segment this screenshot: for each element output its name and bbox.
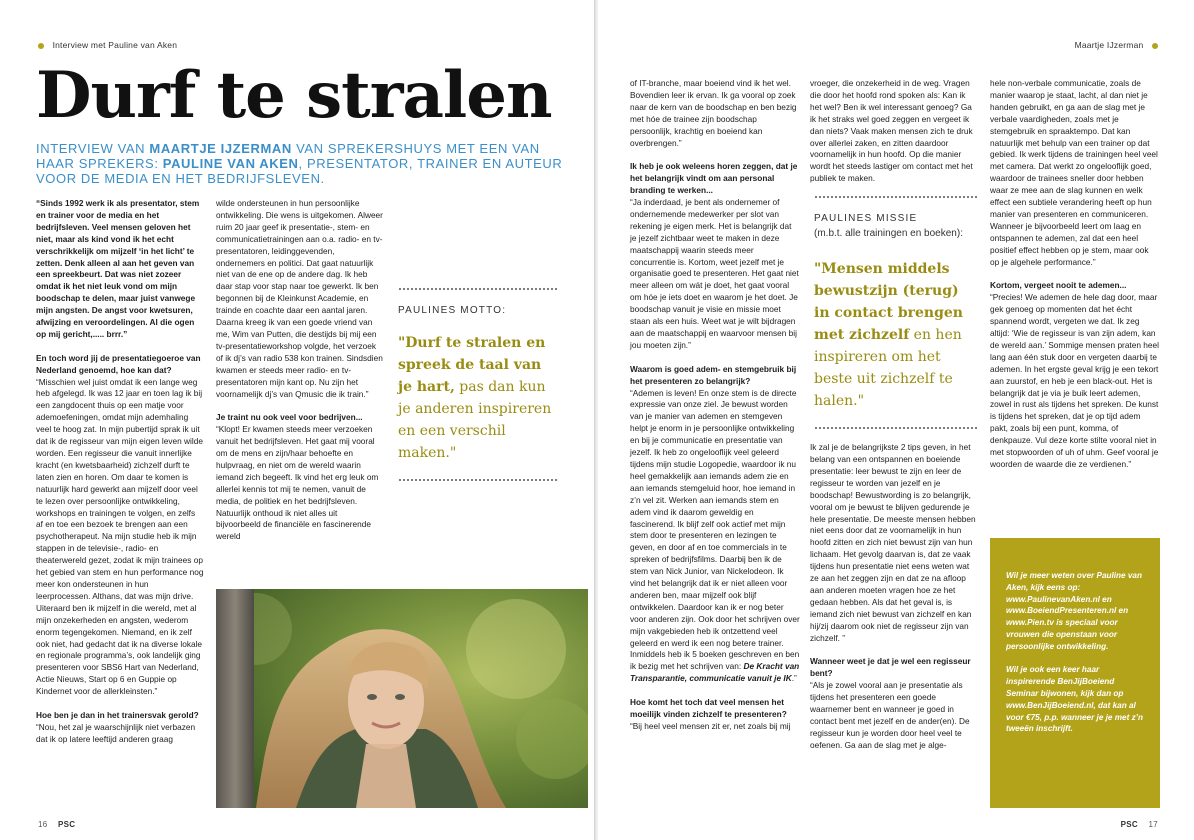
answer: “Nou, het zal je waarschijnlijk niet verbazen dat ik op latere leeftijd anderen graag — [36, 721, 196, 744]
page-title: Durf te stralen — [36, 58, 552, 133]
magazine-name: PSC — [1120, 820, 1138, 829]
question: En toch word jij de presentatiegoeroe van Nederland genoemd, hoe kan dat? — [36, 352, 201, 375]
answer: “Klopt! Er kwamen steeds meer verzoeken vanuit het bedrijfsleven. Het gaat mij vooral om de mens en zijn/haar behoefte en hulpvraag, en niet om de wereld waarin iemand zich begeeft. Ik vind het erg leuk om allerlei kennis tot mij te nemen, vanuit de media, de politiek en het bedrijfsleven. Natuurlijk onthoud ik niet alles uit bijvoorbeeld de financiële en fascinerende wereld — [216, 424, 379, 542]
motto-quote-rest: pas dan kun je anderen inspireren en een verschil maken." — [398, 379, 552, 461]
right-column-2 — [810, 78, 978, 752]
answer: vroeger, die onzekerheid in de weg. Vragen die door het hoofd rond spoken als: Kan ik het wel? Ben ik wel interessant genoeg? Ga ik het straks wel goed zeggen en vergeet ik dan niets? Vaak maken mensen zich te druk over allerlei zaken, en zitten daardoor voornamelijk in hun hoofd. Op die manier wordt het steeds lastiger om contact met het publiek te maken. — [810, 78, 973, 184]
question: Je traint nu ook veel voor bedrijven... — [216, 412, 363, 423]
left-header — [38, 40, 177, 50]
lead-paragraph: “Sinds 1992 werk ik als presentator, stem en trainer voor de media en het bedrijfsleven. Veel mensen geloven het niet, maar als kind vond ik het echt verschrikkelijk om mijzelf ‘in het licht’ te zetten. Denk alleen al aan het geven van een spreekbeurt. Dat was niet zozeer omdat ik het niet leuk vond om mijn boodschap te delen, maar juist vanwege mijn angsten. De angst voor kwetsuren, afwijzing en veroordelingen. Al die ogen op mij gericht,..... brrr.” — [36, 198, 200, 339]
left-footer — [38, 820, 75, 829]
mission-box — [810, 195, 978, 432]
left-page — [0, 0, 596, 840]
info-box — [990, 538, 1160, 808]
intro-subject: PAULINE VAN AKEN — [162, 156, 299, 171]
intro-text: INTERVIEW VAN — [36, 141, 150, 156]
answer — [630, 388, 800, 686]
motto-quote-bold: "Durf te stralen en spreek de taal van je hart, — [398, 335, 546, 395]
motto-quote — [398, 332, 558, 464]
divider — [814, 195, 978, 201]
mission-heading: PAULINES MISSIE — [814, 213, 918, 225]
question: Kortom, vergeet nooit te ademen... — [990, 280, 1127, 291]
right-footer — [1121, 820, 1158, 829]
right-column-3 — [990, 78, 1160, 471]
motto-heading: PAULINES MOTTO: — [398, 305, 507, 316]
question: Wanneer weet je dat je wel een regisseur bent? — [810, 656, 971, 679]
book-title: De Kracht van Transparantie, communicatie vanuit je IK — [630, 661, 800, 684]
mission-quote-bold: "Mensen middels bewustzijn (terug) in contact brengen met zichzelf — [814, 261, 963, 344]
right-header — [1075, 40, 1158, 50]
answer: hele non-verbale communicatie, zoals de manier waarop je staat, lacht, al dan niet je handen gebruikt, en ga aan de slag met je verbale vaardigheden, zoals met je stemgebruik en spraaktempo. Dat kan natuurlijk met behulp van een trainer op dat gebied. Ik werk tijdens de trainingen heel veel met camera. Dat werkt zo ongelooflijk goed, waardoor de trainees sneller door hebben waar ze mee aan de slag kunnen en welk effect een subtiele verandering heeft op hun manier van presenteren en communiceren. Wanneer je bijvoorbeeld leert om laag en ontspannen te ademen, zal dat een heel positief effect hebben op je stem, maar ook op je algehele performance.” — [990, 78, 1158, 267]
answer: “Precies! We ademen de hele dag door, maar gek genoeg op momenten dat het écht spannend wordt, vergeten we dat. Ik zeg altijd: ‘Wie de regisseur is van zijn adem, kan de wereld aan.’ Sommige mensen praten heel lang aan één stuk door en vergeten daarbij te ademen. In het ergste geval krijg je een tekort aan zuurstof, en heb je een black-out. Het is belangrijk dat je via je buik leert ademen, zowel in rust als tijdens het spreken. De kunst is tijdens het spreken, dat je op tijd adem pakt, zoals bij een punt, komma, of denkpauze. Vul deze korte stilte vooral niet in met stopwoorden of uh of uhm. Geef vooral je woorden de waarde die ze verdienen.” — [990, 292, 1159, 469]
answer: wilde ondersteunen in hun persoonlijke ontwikkeling. Die wens is uitgekomen. Alweer ruim 20 jaar geef ik presentatie-, stem- en communicatietrainingen aan o.a. radio- en tv- presentatoren, leidinggevenden, ondernemers en politici. Dat gaat natuurlijk niet van de ene op de andere dag. Ik heb daar stap voor stap naar toe gewerkt. Ik ben begonnen bij de Kleinkunst Academie, en trainde en coachte daar een aantal jaren. Daarna kreeg ik van een goede vriend van me, Wim van Putten, die destijds bij mij een tv-presentatieworkshop volgde, het verzoek of ik dj’s van radio 538 kon trainen. Sindsdien kwamen er steeds meer radio- en tv-presentatoren mijn kant op. Nu zijn het voornamelijk dj’s van Qmusic die ik train.” — [216, 198, 383, 399]
divider — [398, 287, 558, 293]
intro-text: , PRESENTATOR, TRAINER EN AUTEUR VOOR DE MEDIA EN HET BEDRIJFSLEVEN. — [36, 156, 563, 186]
left-column-1 — [36, 198, 204, 746]
mission-quote-rest: en hen inspireren om het beste uit zichzelf te halen." — [814, 327, 962, 410]
answer-text: “Ademen is leven! En onze stem is de directe expressie van onze ziel. Je bewust worden van je manier van ademen en stemgeven helpt je enorm in je persoonlijke ontwikkeling en bij je communicatie en presentatie van jezelf. Ik heb zo ongelooflijk veel geleerd tijdens mijn studie Logopedie, waardoor ik nu heel gemakkelijk aan iemands adem zie en aan iemands stemgeluid hoor, hoe iemand in z’n vel zit. Werken aan iemands stem en adem vind ik daarom geweldig en fascinerend. Ik blijf zelf ook actief met mijn stem door te presenteren en lezingen te geven, en door af en toe commercials in te spreken of bedrijfsfilms. Daarbij ben ik de stem van Nick Junior, van Nickelodeon. Ik vind het belangrijk dat ik er niet alleen voor anderen ben, maar mijzelf ook blijf ontwikkelen. Daardoor kan ik er nog beter voor anderen zijn. Ook door het schrijven over mijn vakgebieden heb ik ontzettend veel geleerd en werd ik een nog betere trainer. Inmiddels heb ik 5 boeken geschreven en ben ik bezig met het schrijven van: — [630, 387, 800, 672]
divider — [398, 478, 558, 484]
answer: of IT-branche, maar boeiend vind ik het wel. Bovendien leer ik ervan. Ik ga vooral op zoek naar de kern van de boodschap en ben bezig met hóe de trainee zijn boodschap persoonlijk, krachtig en boeiend kan overbrengen.” — [630, 78, 797, 148]
page-number: 16 — [38, 820, 48, 829]
info-link[interactable]: www.BoeiendPresenteren.nl en — [1006, 606, 1129, 616]
dot-icon — [1152, 43, 1158, 49]
left-column-2 — [216, 198, 384, 543]
answer: Ik zal je de belangrijkste 2 tips geven, in het belang van een ontspannen en boeiende presentatie: leer bewust te zijn en leer de regisseur te worden van jezelf en je boodschap! Bewustwording is zo belangrijk, vooral om je bewust te blijven gedurende je hele presentatie. De meeste mensen hebben niet eens door dat ze voornamelijk in hun hoofd zitten en zich niet bewust zijn van hun lichaam. Het gevolg daarvan is, dat ze vaak tijdens hun presentatie niet eens weten wat ze aan het zeggen zijn en dat ze na afloop aan anderen moeten vragen hoe ze het gedaan hebben. Als dat het geval is, is iemand zich niet bewust van zichzelf en kan hij/zij daarom ook niet de regisseur zijn van zichzelf. ” — [810, 442, 976, 643]
info-text: Wil je meer weten over Pauline van Aken, kijk eens op: — [1006, 571, 1142, 592]
dot-icon — [38, 43, 44, 49]
right-column-1 — [630, 78, 800, 733]
question: Hoe komt het toch dat veel mensen het moeilijk vinden zichzelf te presenteren? — [630, 697, 787, 719]
intro — [36, 141, 576, 186]
info-text: Wil je ook een keer haar inspirerende BenJijBoeiend Seminar bijwonen, kijk dan op www.BenJijBoeiend.nl, dat kan al voor €75, p.p. wanneer je je met z’n tweeën inschrijft. — [1006, 665, 1143, 734]
divider — [814, 426, 978, 432]
answer: “Als je zowel vooral aan je presentatie als tijdens het presenteren een goede waarnemer bent en wanneer je goed in contact bent met jezelf en de ander(en). De regisseur kun je worden door heel veel te oefenen. Ga aan de slag met je alge- — [810, 680, 970, 750]
answer: “Bij heel veel mensen zit er, net zoals bij mij — [630, 720, 791, 731]
answer-text: .” — [791, 673, 797, 684]
page-number: 17 — [1148, 820, 1158, 829]
info-text: www.Pien.tv is speciaal voor vrouwen die openstaan voor persoonlijke ontwikkeling. — [1006, 618, 1118, 651]
mission-quote — [814, 258, 978, 412]
mission-subheading: (m.b.t. alle trainingen en boeken): — [814, 228, 963, 240]
answer: “Ja inderdaad, je bent als ondernemer of ondernemende medewerker per slot van rekening je eigen merk. Het is belangrijk dat je jezelf zichtbaar weet te maken in deze maatschappij waarin steeds meer concurrentie is. Kortom, weet jezelf met je organisatie goed te presenteren. Het gaat niet meer alleen om wát je doet, het gaat vooral om hóe je iets doet en waarom je het doet. Je boodschap vanuit je visie en missie moet staan als een huis. Weet wat je wilt bijdragen aan de maatschappij en waarvoor mensen bij jou moeten zijn.” — [630, 197, 799, 350]
magazine-name: PSC — [58, 820, 76, 829]
info-link[interactable]: www.PaulinevanAken.nl en — [1006, 594, 1112, 604]
question: Ik heb je ook weleens horen zeggen, dat je het belangrijk vindt om aan personal branding te werken... — [630, 161, 798, 196]
answer: “Misschien wel juist omdat ik een lange weg heb afgelegd. Ik was 12 jaar en toen lag ik bij een zangdocent thuis op een matje voor ademoefeningen, omdat mijn ademhaling veel te hoog zat. In mijn pubertijd sprak ik uit dat ik de regisseur van mijn eigen leven wilde worden. Een regisseur die vanuit innerlijke kracht (en kwetsbaarheid) zichzelf durft te laten zien en horen. Om daar te komen is natuurlijk hard gewerkt aan mijzelf door veel te lezen over persoonlijke ontwikkeling, workshops en trainingen te volgen, en zelfs af en toe een bezoek te brengen aan een psychotherapeut. Na mijn studie heb ik mijn stappen in de televisie-, radio- en theaterwereld gezet, zodat ik mijn trainees op het gebied van stem en hun performance nog meer kon ondersteunen in hun leerprocessen. Althans, dat was mijn drive. Uiteraard ben ik mijzelf in die wereld, met al mijn onzekerheden en angsten, wederom enorm tegengekomen. Niemand, en ik zelf ook niet, had gedacht dat ik na diverse lokale en regionale programma’s, ook landelijk ging presenteren voor SBS6 Hart van Nederland, Actie Nieuws, Start op 6 en Guppie op Kindernet voor de allerkleinsten.” — [36, 376, 204, 697]
portrait-photo — [216, 589, 588, 808]
intro-author: MAARTJE IJZERMAN — [149, 141, 292, 156]
right-header-text: Maartje IJzerman — [1074, 40, 1144, 50]
portrait-photo-art — [216, 589, 588, 808]
intro-text: VAN SPREKERSHUYS MET EEN VAN HAAR SPREKERS: — [36, 141, 540, 171]
left-header-text: Interview met Pauline van Aken — [52, 40, 178, 50]
right-page — [598, 0, 1194, 840]
question: Hoe ben je dan in het trainersvak gerold? — [36, 709, 199, 720]
question: Waarom is goed adem- en stemgebruik bij het presenteren zo belangrijk? — [630, 363, 797, 386]
motto-box — [398, 287, 558, 484]
